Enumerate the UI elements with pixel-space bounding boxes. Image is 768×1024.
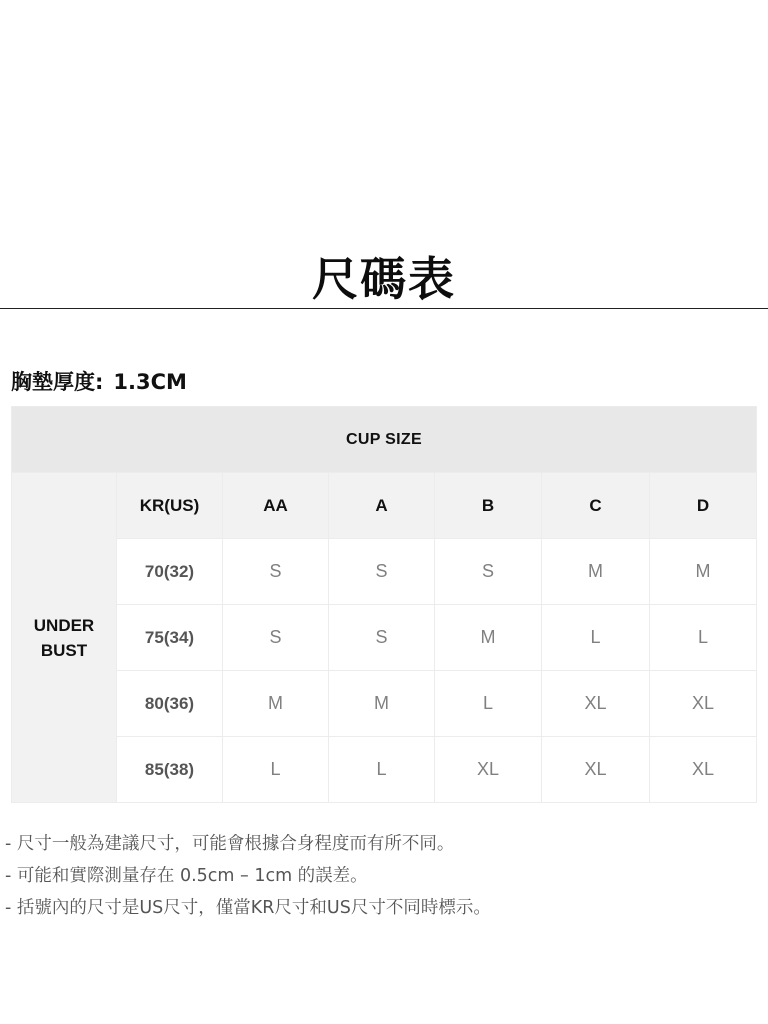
size-cell: L [223,737,329,803]
note-item: - 尺寸一般為建議尺寸，可能會根據合身程度而有所不同。 [5,834,455,854]
size-cell: XL [650,737,757,803]
cup-size-header-row [12,407,757,473]
band-cell: 85(38) [117,737,223,803]
pad-thickness [11,366,187,398]
size-cell: L [542,605,650,671]
band-header: KR(US) [117,473,223,539]
size-cell: M [435,605,542,671]
pad-thickness-label: 胸墊厚度: [11,370,104,394]
table-row [12,671,757,737]
band-cell: 75(34) [117,605,223,671]
table-row [12,539,757,605]
table-row [12,737,757,803]
size-cell: XL [542,671,650,737]
cup-header-aa: AA [223,473,329,539]
size-cell: XL [650,671,757,737]
note-item: - 可能和實際測量存在 0.5cm – 1cm 的誤差。 [5,866,368,886]
size-chart-table [11,406,757,803]
title-divider [0,308,768,309]
size-cell: M [223,671,329,737]
page-title: 尺碼表 [312,251,456,306]
size-cell: S [329,539,435,605]
pad-thickness-value: 1.3CM [113,370,187,394]
size-cell: M [650,539,757,605]
size-cell: M [329,671,435,737]
size-cell: L [329,737,435,803]
size-cell: M [542,539,650,605]
band-cell: 70(32) [117,539,223,605]
size-cell: S [223,539,329,605]
under-bust-label: UNDER BUST [12,473,117,803]
size-notes [5,828,491,924]
cup-header-b: B [435,473,542,539]
size-cell: S [223,605,329,671]
table-row [12,605,757,671]
note-item: - 括號內的尺寸是US尺寸，僅當KR尺寸和US尺寸不同時標示。 [5,898,491,918]
cup-header-a: A [329,473,435,539]
size-cell: XL [542,737,650,803]
cup-header-c: C [542,473,650,539]
cup-header-d: D [650,473,757,539]
band-cell: 80(36) [117,671,223,737]
size-cell: XL [435,737,542,803]
cup-size-header: CUP SIZE [12,407,757,473]
size-cell: S [435,539,542,605]
size-cell: S [329,605,435,671]
table-header-row [12,473,757,539]
size-cell: L [650,605,757,671]
size-cell: L [435,671,542,737]
